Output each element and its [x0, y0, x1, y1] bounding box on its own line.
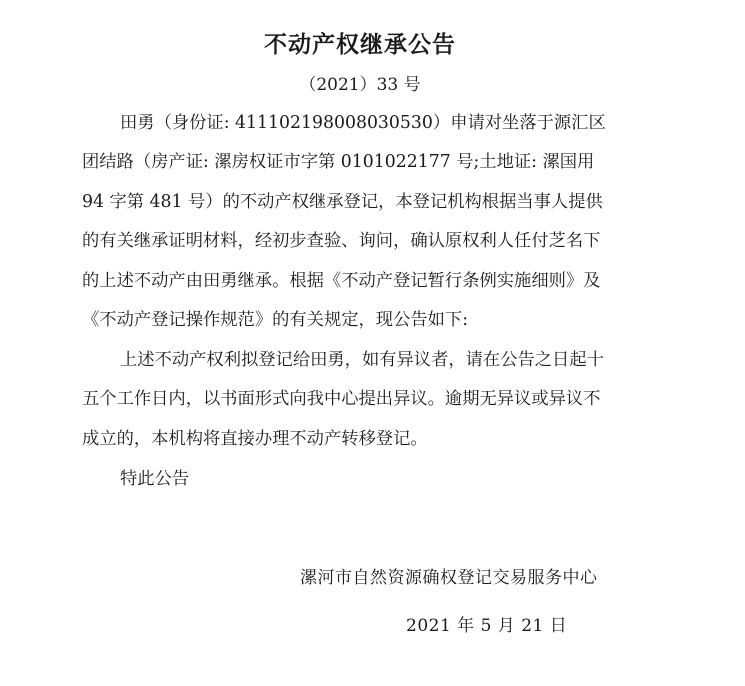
issuer-signature: 漯河市自然资源确权登记交易服务中心 [300, 568, 598, 588]
paragraph-line-1: 田勇（身份证: 411102198008030530）申请对坐落于源汇区 [120, 113, 606, 133]
paragraph-line-7: 上述不动产权利拟登记给田勇，如有异议者，请在公告之日起十 [120, 350, 604, 370]
document-number: （2021）33 号 [299, 75, 421, 95]
document-title: 不动产权继承公告 [264, 32, 456, 58]
paragraph-line-4: 的有关继承证明材料，经初步查验、询问，确认原权利人任付芝名下 [82, 231, 601, 251]
paragraph-line-6: 《不动产登记操作规范》的有关规定，现公告如下: [82, 310, 469, 330]
paragraph-line-9: 成立的，本机构将直接办理不动产转移登记。 [82, 429, 428, 449]
closing-phrase: 特此公告 [120, 469, 190, 489]
issue-date: 2021 年 5 月 21 日 [406, 616, 568, 636]
paragraph-line-3: 94 字第 481 号）的不动产权继承登记，本登记机构根据当事人提供 [82, 192, 603, 212]
paragraph-line-8: 五个工作日内，以书面形式向我中心提出异议。逾期无异议或异议不 [82, 389, 601, 409]
paragraph-line-2: 团结路（房产证: 漯房权证市字第 0101022177 号;土地证: 漯国用 [82, 152, 595, 172]
paragraph-line-5: 的上述不动产由田勇继承。根据《不动产登记暂行条例实施细则》及 [82, 271, 601, 291]
